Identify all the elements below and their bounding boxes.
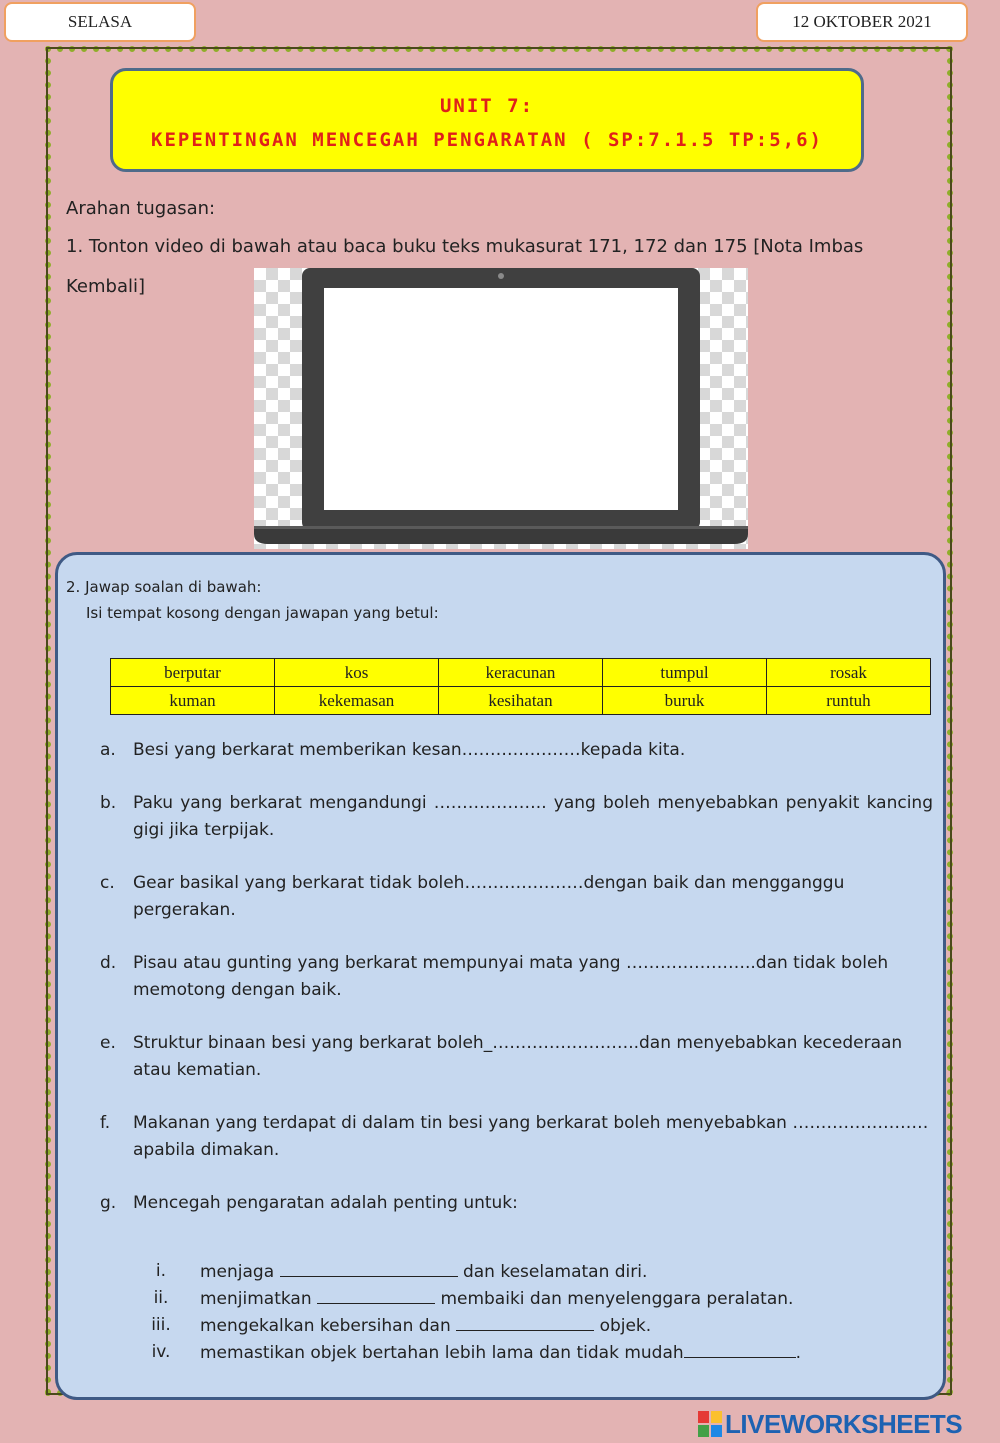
question-text: Paku yang berkarat mengandungi ……………….. yang boleh menyebabkan penyakit kancing gigi jika terpijak. [133,793,933,840]
question-letter: a. [100,740,116,760]
question-letter: e. [100,1033,116,1053]
date-label: 12 OKTOBER 2021 [756,2,968,42]
liveworksheets-logo-icon [698,1411,722,1437]
day-label: SELASA [4,2,196,42]
question-letter: c. [100,873,115,893]
video-player[interactable] [254,268,748,549]
sub-item-number: i. [155,1261,167,1281]
question-text: Makanan yang terdapat di dalam tin besi yang berkarat boleh menyebabkan ……………………apabila dimakan. [133,1113,929,1160]
word-bank-cell: rosak [767,659,931,687]
laptop-icon [254,268,748,549]
sub-item-text: mengekalkan kebersihan dan [200,1316,451,1336]
section-2-subheading: Isi tempat kosong dengan jawapan yang betul: [86,604,439,622]
liveworksheets-logo-text: LIVEWORKSHEETS [725,1408,963,1439]
sub-item-text: menjimatkan [200,1289,312,1309]
question-text: Struktur binaan besi yang berkarat boleh_……………………..dan menyebabkan kecederaan atau kematian. [133,1033,903,1080]
question-letter: g. [100,1193,117,1213]
answer-blank[interactable] [280,1261,458,1277]
instruction-step-1: 1. Tonton video di bawah atau baca buku teks mukasurat 171, 172 dan 175 [Nota Imbas [66,236,864,257]
answer-blank[interactable] [317,1288,435,1304]
word-bank-cell: runtuh [767,687,931,715]
answer-blank[interactable] [456,1315,594,1331]
unit-number: UNIT 7: [439,95,535,117]
word-bank-cell: buruk [603,687,767,715]
sub-item-text: objek. [599,1316,652,1336]
sub-item-text: dan keselamatan diri. [462,1262,648,1282]
instruction-step-1-continued: Kembali] [66,276,145,297]
word-bank-row [111,687,931,715]
sub-item-number: iii. [151,1315,171,1335]
word-bank-cell: kekemasan [275,687,439,715]
word-bank-cell: tumpul [603,659,767,687]
sub-item-number: ii. [153,1288,169,1308]
word-bank-cell: kesihatan [439,687,603,715]
sub-item-text: . [795,1343,802,1363]
liveworksheets-logo[interactable] [698,1408,962,1440]
sub-item-text: membaiki dan menyelenggara peralatan. [440,1289,794,1309]
word-bank-cell: kuman [111,687,275,715]
instructions-heading: Arahan tugasan: [66,198,216,219]
question-letter: b. [100,793,117,813]
unit-title-box [110,68,864,172]
question-letter: d. [100,953,117,973]
question-text: Mencegah pengaratan adalah penting untuk: [133,1193,518,1213]
sub-item-text: menjaga [200,1262,275,1282]
question-letter: f. [100,1113,111,1133]
word-bank-cell: kos [275,659,439,687]
question-text: Besi yang berkarat memberikan kesan…………………kepada kita. [133,740,686,760]
sub-item-number: iv. [151,1342,171,1362]
question-text: Pisau atau gunting yang berkarat mempunyai mata yang …………………..dan tidak boleh memotong dengan baik. [133,953,889,1000]
word-bank-cell: berputar [111,659,275,687]
question-text: Gear basikal yang berkarat tidak boleh…………………dengan baik dan mengganggu pergerakan. [133,873,845,920]
word-bank-cell: keracunan [439,659,603,687]
word-bank-row [111,659,931,687]
answer-blank[interactable] [684,1342,796,1358]
word-bank [110,658,931,715]
sub-item-text: memastikan objek bertahan lebih lama dan tidak mudah [200,1343,684,1363]
section-2-heading: 2. Jawap soalan di bawah: [66,578,262,596]
unit-topic: KEPENTINGAN MENCEGAH PENGARATAN ( SP:7.1.5 TP:5,6) [151,129,823,151]
